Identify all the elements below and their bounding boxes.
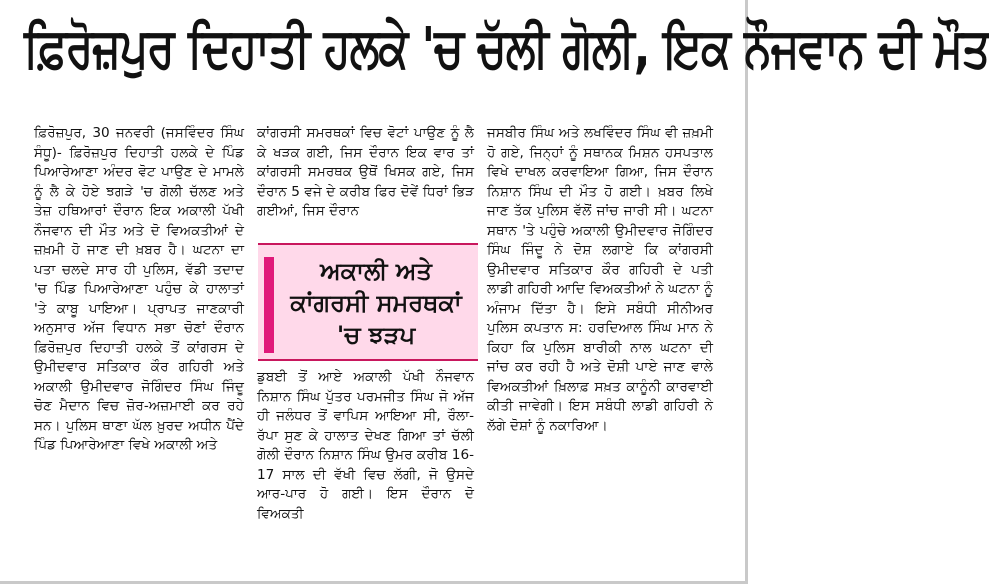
pull-quote-accent-bar [264,257,274,353]
article-column-2-top: ਕਾਂਗਰਸੀ ਸਮਰਥਕਾਂ ਵਿਚ ਵੋਟਾਂ ਪਾਉਣ ਨੂੰ ਲੈ ਕੇ ਖੜਕ ਗਈ, ਜਿਸ ਦੌਰਾਨ ਇਕ ਵਾਰ ਤਾਂ ਕਾਂਗਰਸੀ ਸਮਰਥਕ ਉਥੋਂ ਖਿਸਕ ਗਏ, ਜਿਸ ਦੌਰਾਨ 5 ਵਜੇ ਦੇ ਕਰੀਬ ਫਿਰ ਦੋਵੇਂ ਧਿਰਾਂ ਭਿੜ ਗਈਆਂ, ਜਿਸ ਦੌਰਾਨ [257,125,474,219]
article-column-1: ਫ਼ਿਰੋਜ਼ਪੁਰ, 30 ਜਨਵਰੀ (ਜਸਵਿੰਦਰ ਸਿੰਘ ਸੰਧੂ)- ਫ਼ਿਰੋਜ਼ਪੁਰ ਦਿਹਾਤੀ ਹਲਕੇ ਦੇ ਪਿੰਡ ਪਿਆਰੇਆਣਾ ਅੰਦਰ ਵੋਟ ਪਾਉਣ ਦੇ ਮਾਮਲੇ ਨੂੰ ਲੈ ਕੇ ਹੋਏ ਝਗੜੇ 'ਚ ਗੋਲੀ ਚੱਲਣ ਅਤੇ ਤੇਜ਼ ਹਥਿਆਰਾਂ ਦੌਰਾਨ ਇਕ ਅਕਾਲੀ ਪੱਖੀ ਨੌਜਵਾਨ ਦੀ ਮੌਤ ਅਤੇ ਦੋ ਵਿਅਕਤੀਆਂ ਦੇ ਜ਼ਖ਼ਮੀ ਹੋ ਜਾਣ ਦੀ ਖ਼ਬਰ ਹੈ। ਘਟਨਾ ਦਾ ਪਤਾ ਚਲਦੇ ਸਾਰ ਹੀ ਪੁਲਿਸ, ਵੱਡੀ ਤਦਾਦ 'ਚ ਪਿੰਡ ਪਿਆਰੇਆਣਾ ਪਹੁੰਚ ਕੇ ਹਾਲਾਤਾਂ 'ਤੇ ਕਾਬੂ ਪਾਇਆ। ਪ੍ਰਾਪਤ ਜਾਣਕਾਰੀ ਅਨੁਸਾਰ ਅੱਜ ਵਿਧਾਨ ਸਭਾ ਚੋਣਾਂ ਦੌਰਾਨ ਫ਼ਿਰੋਜ਼ਪੁਰ ਦਿਹਾਤੀ ਹਲਕੇ ਤੋਂ ਕਾਂਗਰਸ ਦੇ ਉਮੀਦਵਾਰ ਸਤਿਕਾਰ ਕੌਰ ਗਹਿਰੀ ਅਤੇ ਅਕਾਲੀ ਉਮੀਦਵਾਰ ਜੋਗਿੰਦਰ ਸਿੰਘ ਜਿੰਦੂ ਚੋਣ ਮੈਦਾਨ ਵਿਚ ਜ਼ੋਰ-ਅਜ਼ਮਾਈ ਕਰ ਰਹੇ ਸਨ। ਪੁਲਿਸ ਥਾਣਾ ਘੱਲ ਖ਼ੁਰਦ ਅਧੀਨ ਪੈਂਦੇ ਪਿੰਡ ਪਿਆਰੇਆਣਾ ਵਿਖੇ ਅਕਾਲੀ ਅਤੇ [34,125,244,453]
headline: ਫ਼ਿਰੋਜ਼ਪੁਰ ਦਿਹਾਤੀ ਹਲਕੇ 'ਚ ਚੱਲੀ ਗੋਲੀ, ਇਕ ਨੌਜਵਾਨ ਦੀ ਮੌਤ [24,16,989,81]
article-column-2-bottom: ਡੁਬਈ ਤੋਂ ਆਏ ਅਕਾਲੀ ਪੱਖੀ ਨੌਜਵਾਨ ਨਿਸ਼ਾਨ ਸਿੰਘ ਪੁੱਤਰ ਪਰਮਜੀਤ ਸਿੰਘ ਜੋ ਅੱਜ ਹੀ ਜਲੰਧਰ ਤੋਂ ਵਾਪਿਸ ਆਇਆ ਸੀ, ਰੌਲਾ-ਰੱਪਾ ਸੁਣ ਕੇ ਹਾਲਾਤ ਦੇਖਣ ਗਿਆ ਤਾਂ ਚੱਲੀ ਗੋਲੀ ਦੌਰਾਨ ਨਿਸ਼ਾਨ ਸਿੰਘ ਉਮਰ ਕਰੀਬ 16-17 ਸਾਲ ਦੀ ਵੱਖੀ ਵਿਚ ਲੱਗੀ, ਜੋ ਉਸਦੇ ਆਰ-ਪਾਰ ਹੋ ਗਈ। ਇਸ ਦੌਰਾਨ ਦੋ ਵਿਅਕਤੀ [257,369,474,522]
pull-quote-box [258,243,478,361]
article-column-3: ਜਸਬੀਰ ਸਿੰਘ ਅਤੇ ਲਖਵਿੰਦਰ ਸਿੰਘ ਵੀ ਜ਼ਖ਼ਮੀ ਹੋ ਗਏ, ਜਿਨ੍ਹਾਂ ਨੂੰ ਸਥਾਨਕ ਮਿਸ਼ਨ ਹਸਪਤਾਲ ਵਿਖੇ ਦਾਖਲ ਕਰਵਾਇਆ ਗਿਆ, ਜਿਸ ਦੌਰਾਨ ਨਿਸ਼ਾਨ ਸਿੰਘ ਦੀ ਮੌਤ ਹੋ ਗਈ। ਖ਼ਬਰ ਲਿਖੇ ਜਾਣ ਤੱਕ ਪੁਲਿਸ ਵੱਲੋਂ ਜਾਂਚ ਜਾਰੀ ਸੀ। ਘਟਨਾ ਸਥਾਨ 'ਤੇ ਪਹੁੰਚੇ ਅਕਾਲੀ ਉਮੀਦਵਾਰ ਜੋਗਿੰਦਰ ਸਿੰਘ ਜਿੰਦੂ ਨੇ ਦੋਸ਼ ਲਗਾਏ ਕਿ ਕਾਂਗਰਸੀ ਉਮੀਦਵਾਰ ਸਤਿਕਾਰ ਕੌਰ ਗਹਿਰੀ ਦੇ ਪਤੀ ਲਾਡੀ ਗਹਿਰੀ ਆਦਿ ਵਿਅਕਤੀਆਂ ਨੇ ਘਟਨਾ ਨੂੰ ਅੰਜਾਮ ਦਿੱਤਾ ਹੈ। ਇਸੇ ਸਬੰਧੀ ਸੀਨੀਅਰ ਪੁਲਿਸ ਕਪਤਾਨ ਸ: ਹਰਦਿਆਲ ਸਿੰਘ ਮਾਨ ਨੇ ਕਿਹਾ ਕਿ ਪੁਲਿਸ ਬਾਰੀਕੀ ਨਾਲ ਘਟਨਾ ਦੀ ਜਾਂਚ ਕਰ ਰਹੀ ਹੈ ਅਤੇ ਦੋਸ਼ੀ ਪਾਏ ਜਾਣ ਵਾਲੇ ਵਿਅਕਤੀਆਂ ਖ਼ਿਲਾਫ਼ ਸਖ਼ਤ ਕਾਨੂੰਨੀ ਕਾਰਵਾਈ ਕੀਤੀ ਜਾਵੇਗੀ। ਇਸ ਸਬੰਧੀ ਲਾਡੀ ਗਹਿਰੀ ਨੇ ਲੱਗੇ ਦੋਸ਼ਾਂ ਨੂੰ ਨਕਾਰਿਆ। [487,125,713,434]
pull-quote-text: ਅਕਾਲੀ ਅਤੇ ਕਾਂਗਰਸੀ ਸਮਰਥਕਾਂ 'ਚ ਝੜਪ [290,257,462,349]
